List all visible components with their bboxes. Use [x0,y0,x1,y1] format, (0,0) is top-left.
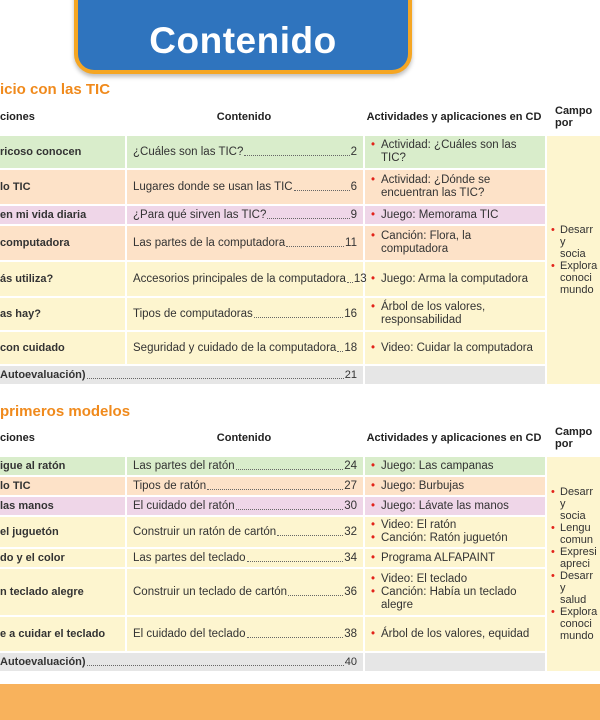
content-entry[interactable] [133,628,357,641]
activity-cell [363,549,545,569]
content-entry[interactable] [133,526,357,539]
activity-cell [363,170,545,206]
page-number: 34 [344,551,357,564]
dot-leader [87,378,344,379]
activity-cell [363,226,545,262]
dot-leader [277,535,343,536]
lesson-title: lo TIC [0,477,125,497]
self-evaluation-label: Autoevaluación) [0,368,86,381]
content-cell [125,170,363,206]
activity-item[interactable]: • Video: El ratón [371,519,539,532]
campo-item: • Desarr y socia [551,486,594,522]
content-cell [125,136,363,170]
content-entry[interactable] [133,500,357,513]
dot-leader [294,190,350,191]
activity-cell [363,569,545,617]
page-number: 16 [344,307,357,320]
header-content: Contenido [125,100,363,136]
contents-table-2 [0,421,600,673]
activity-item[interactable]: • Actividad: ¿Cuáles son las TIC? [371,139,539,165]
lesson-title: as hay? [0,298,125,332]
lesson-title: el juguetón [0,517,125,549]
header-campo: Campo por [545,421,600,457]
page-title: Contenido [149,20,337,61]
activity-cell [363,457,545,477]
lesson-title: n teclado alegre [0,569,125,617]
content-entry[interactable] [133,552,357,565]
content-text: Seguridad y cuidado de la computadora [133,341,337,354]
lesson-title: con cuidado [0,332,125,366]
table-row [0,497,600,517]
activity-item[interactable]: • Video: Cuidar la computadora [371,342,539,355]
activity-item[interactable]: • Canción: Flora, la computadora [371,230,539,256]
content-cell [125,332,363,366]
page-number: 9 [350,208,357,221]
dot-leader [337,351,343,352]
table-row [0,226,600,262]
header-activities: Actividades y aplicaciones en CD [363,421,545,457]
content-text: Las partes de la computadora [133,236,286,249]
activity-item[interactable]: • Juego: Memorama TIC [371,209,539,222]
footer-cell [0,653,363,673]
table-row [0,569,600,617]
content-entry[interactable] [133,181,357,194]
page-number: 2 [350,145,357,158]
table-row [0,298,600,332]
content-entry[interactable] [133,237,357,250]
activity-cell [363,206,545,226]
activity-item[interactable]: • Árbol de los valores, equidad [371,628,539,641]
activity-item[interactable]: • Video: El teclado [371,573,539,586]
content-cell [125,569,363,617]
table-row [0,332,600,366]
table-row [0,136,600,170]
dot-leader [267,218,349,219]
campo-cell [545,136,600,386]
table-row [0,549,600,569]
content-text: ¿Cuáles son las TIC? [133,145,244,158]
page-number: 13 [353,272,367,285]
content-text: Accesorios principales de la computadora [133,272,346,285]
content-cell [125,298,363,332]
title-tab [74,0,412,74]
self-evaluation-label: Autoevaluación) [0,655,86,668]
activity-item[interactable]: • Juego: Arma la computadora [371,273,539,286]
activity-item[interactable]: • Juego: Las campanas [371,460,539,473]
content-text: Construir un teclado de cartón [133,585,288,598]
dot-leader [247,561,344,562]
page-number: 11 [345,236,357,249]
campo-cell [545,457,600,673]
content-text: Las partes del ratón [133,459,235,472]
content-text: Tipos de computadoras [133,307,253,320]
table-row [0,517,600,549]
activity-item[interactable]: • Árbol de los valores, responsabilidad [371,301,539,327]
content-cell [125,617,363,653]
table-row [0,617,600,653]
table-row [0,206,600,226]
footer-cell [0,366,363,386]
page-number: 36 [344,585,357,598]
content-text: Tipos de ratón [133,479,207,492]
campo-list [551,224,598,296]
campo-list [551,486,598,642]
lesson-title: ás utiliza? [0,262,125,298]
content-text: El cuidado del ratón [133,499,235,512]
activity-cell [363,617,545,653]
content-entry[interactable] [133,342,357,355]
lesson-title: e a cuidar el teclado [0,617,125,653]
lesson-title: lo TIC [0,170,125,206]
dot-leader [207,489,343,490]
page-number: 32 [344,525,357,538]
dot-leader [236,469,344,470]
content-entry[interactable] [133,460,357,473]
activity-cell [363,477,545,497]
content-text: Las partes del teclado [133,551,246,564]
dot-leader [247,637,344,638]
footer-blank [363,366,545,386]
activity-item[interactable]: • Canción: Había un teclado alegre [371,586,539,612]
section-title-2: primeros modelos [0,403,131,420]
campo-item: • Desarr y socia [551,224,594,260]
lesson-title: do y el color [0,549,125,569]
content-cell [125,457,363,477]
lesson-title: las manos [0,497,125,517]
footer-blank [363,653,545,673]
page-number: 6 [350,180,357,193]
content-cell [125,497,363,517]
campo-item: • Explora conoci mundo [551,260,594,296]
content-cell [125,549,363,569]
dot-leader [347,282,353,283]
content-cell [125,226,363,262]
dot-leader [236,509,344,510]
dot-leader [286,246,344,247]
table-footer-row [0,366,600,386]
page-number: 21 [344,368,357,381]
header-content: Contenido [125,421,363,457]
table-footer-row [0,653,600,673]
campo-item: • Explora conoci mundo [551,606,594,642]
lesson-title: igue al ratón [0,457,125,477]
table-row [0,477,600,497]
dot-leader [87,665,344,666]
activity-cell [363,298,545,332]
activity-item[interactable]: • Juego: Lávate las manos [371,500,539,513]
content-entry[interactable] [133,146,357,159]
activity-cell [363,136,545,170]
content-cell [125,477,363,497]
dot-leader [288,595,343,596]
content-cell [125,517,363,549]
lesson-title: ricoso conocen [0,136,125,170]
dot-leader [244,155,349,156]
page-number: 38 [344,627,357,640]
content-text: Lugares donde se usan las TIC [133,180,293,193]
activity-cell [363,262,545,298]
page-number: 24 [344,459,357,472]
bottom-band [0,684,600,720]
table-row [0,457,600,477]
lesson-title: computadora [0,226,125,262]
campo-item: • Lengu comun [551,522,594,546]
activity-cell [363,497,545,517]
content-text: Construir un ratón de cartón [133,525,277,538]
content-entry[interactable] [133,480,357,493]
lesson-title: en mi vida diaria [0,206,125,226]
content-cell [125,206,363,226]
activity-item[interactable]: • Juego: Burbujas [371,480,539,493]
page-number: 40 [344,655,357,668]
activity-cell [363,517,545,549]
content-text: ¿Para qué sirven las TIC? [133,208,267,221]
self-evaluation-entry[interactable] [0,656,357,669]
table-row [0,262,600,298]
page-number: 18 [344,341,358,354]
content-entry[interactable] [133,272,367,286]
dot-leader [254,317,343,318]
table-row [0,170,600,206]
content-entry[interactable] [133,586,357,599]
page-number: 30 [344,499,357,512]
activity-item[interactable]: • Actividad: ¿Dónde se encuentran las TIC? [371,174,539,200]
activity-item[interactable]: • Canción: Ratón juguetón [371,532,539,545]
header-campo: Campo por [545,100,600,136]
contents-table-1 [0,100,600,386]
self-evaluation-entry[interactable] [0,369,357,382]
section-title-1: icio con las TIC [0,81,111,98]
content-text: El cuidado del teclado [133,627,246,640]
content-entry[interactable] [133,308,357,321]
activity-item[interactable]: • Programa ALFAPAINT [371,552,539,565]
campo-item: • Desarr y salud [551,570,594,606]
campo-item: • Expresi apreci [551,546,594,570]
activity-cell [363,332,545,366]
header-lessons: ciones [0,100,125,136]
header-activities: Actividades y aplicaciones en CD [363,100,545,136]
content-entry[interactable] [133,209,357,222]
content-cell [125,262,367,298]
header-lessons: ciones [0,421,125,457]
page-number: 27 [344,479,357,492]
